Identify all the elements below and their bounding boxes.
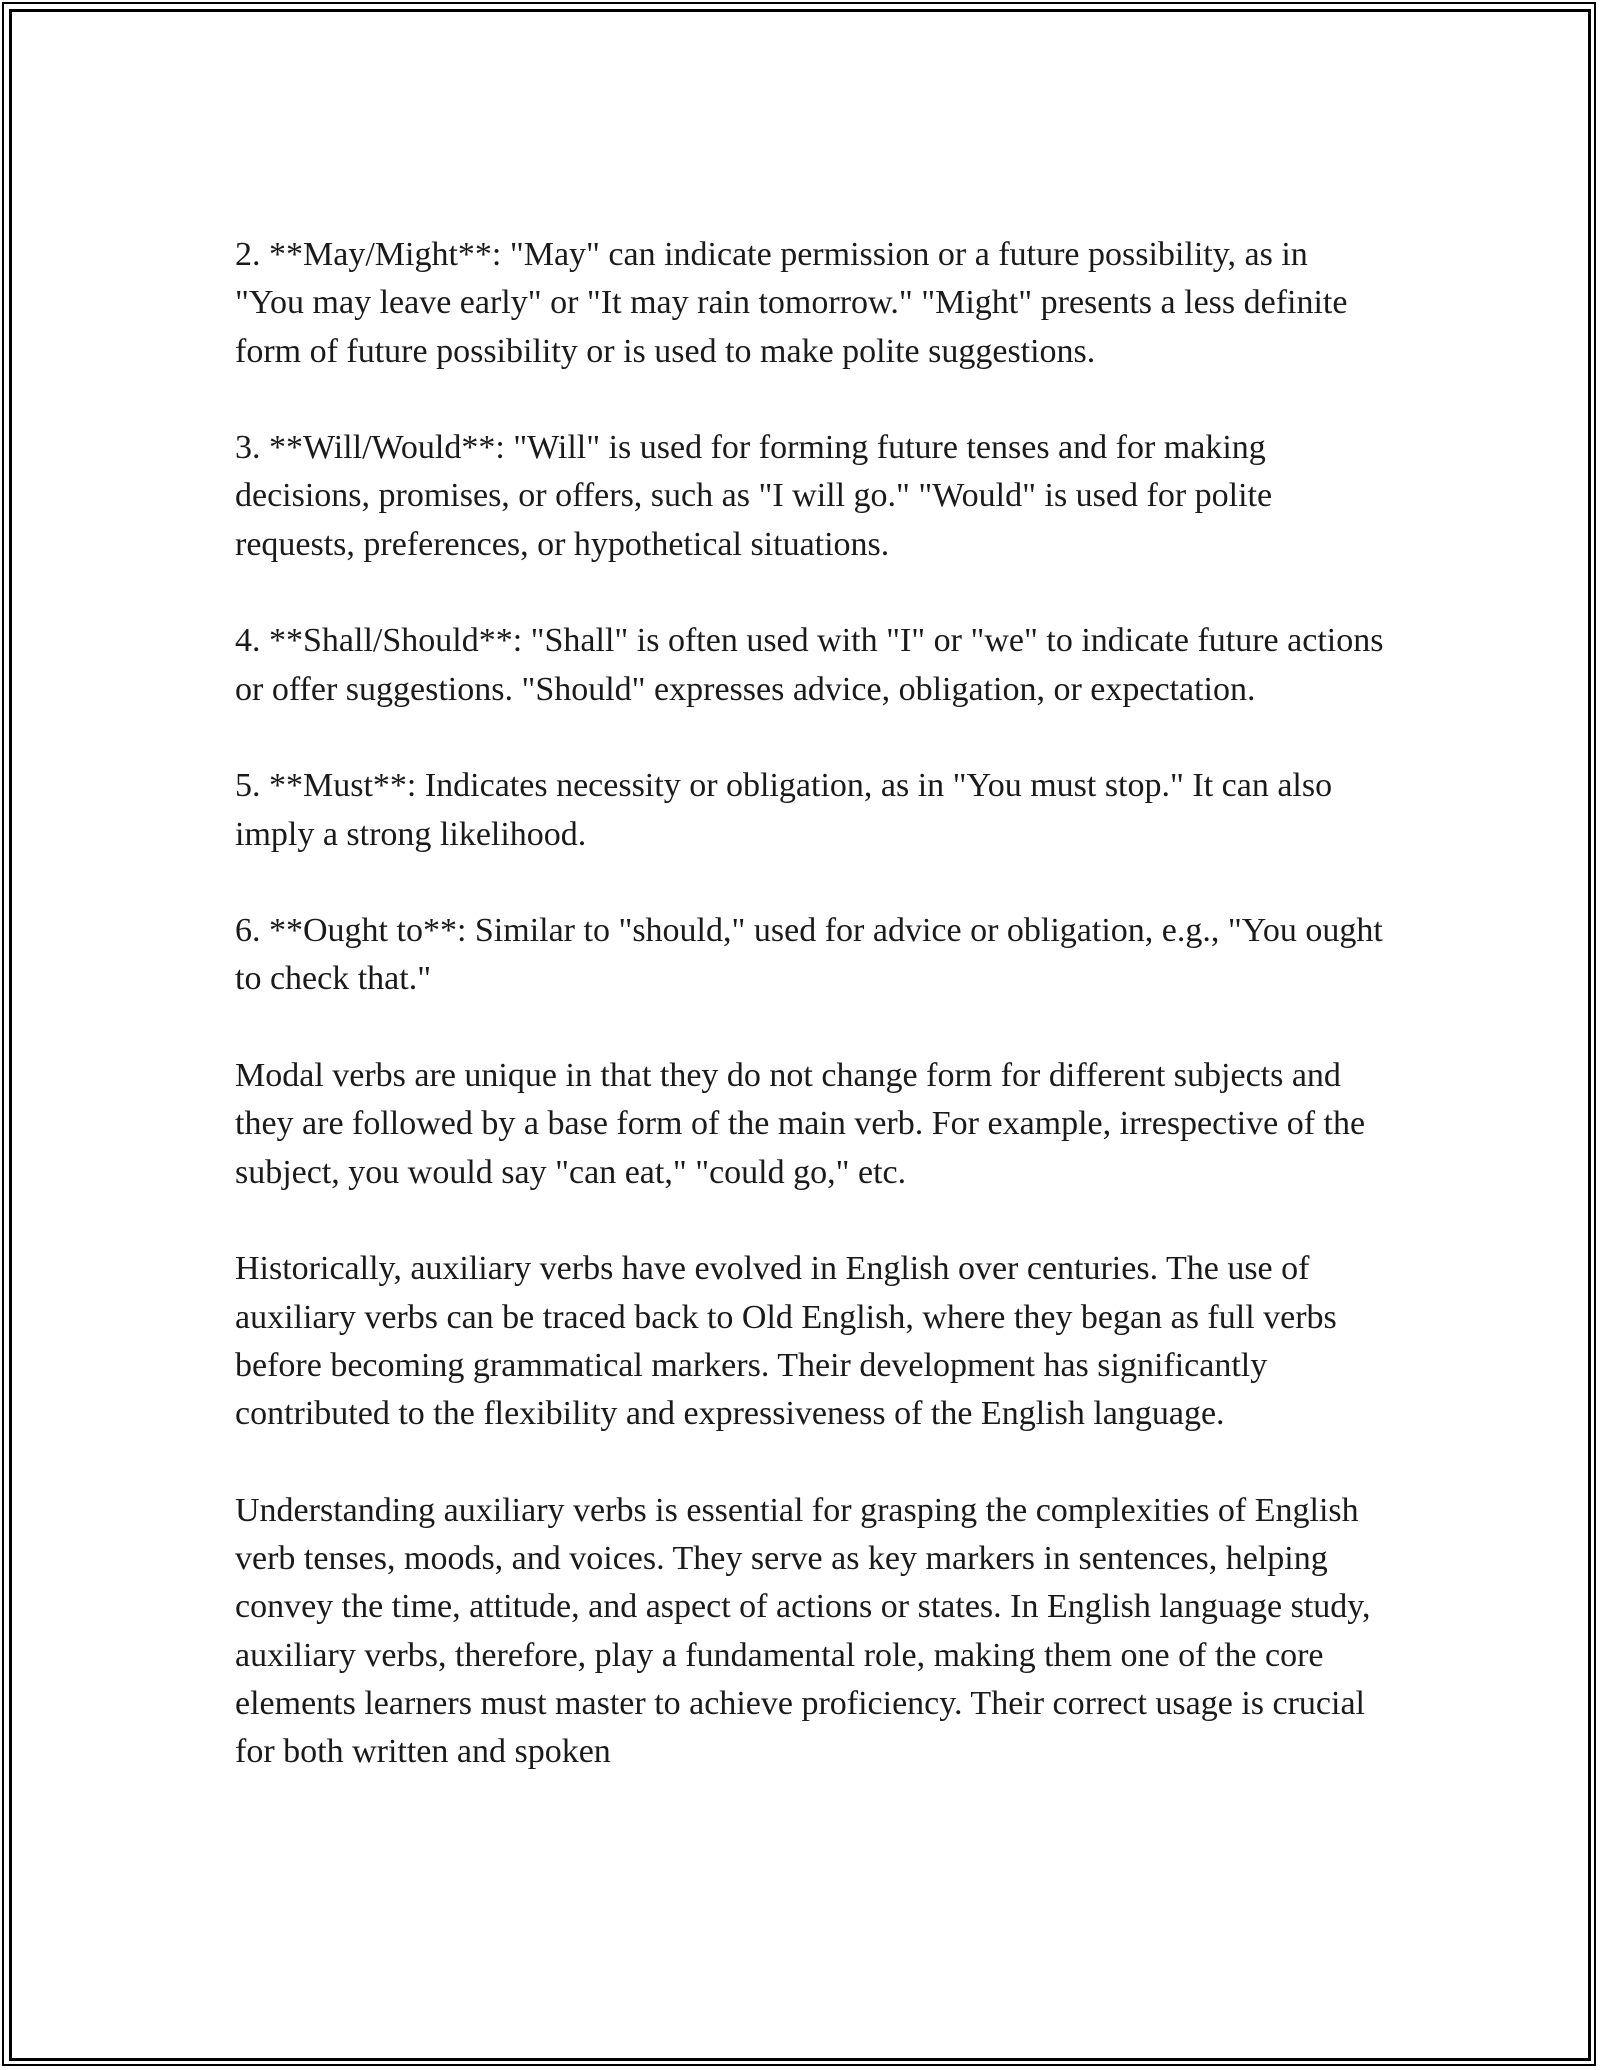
paragraph-understanding: Understanding auxiliary verbs is essential for grasping the complexities of English verb tenses, moods, and voices. They serve as key markers in sentences, helping convey the time, attitude, and aspect of actions or states. In English language study, auxiliary verbs, therefore, play a fundamental role, making them one of the core elements learners must master to achieve proficiency. Their correct usage is crucial for both written and spoken [235, 1491, 1371, 1771]
paragraph-modal-verbs: Modal verbs are unique in that they do not change form for different subjects and they are followed by a base form of the main verb. For example, irrespective of the subject, you would say "can eat," "could go," etc. [235, 1057, 1366, 1191]
paragraph-will-would: 3. **Will/Would**: "Will" is used for forming future tenses and for making decisions, promises, or offers, such as "I will go." "Would" is used for polite requests, preferences, or hypothetical situations. [235, 429, 1273, 563]
paragraph-history: Historically, auxiliary verbs have evolved in English over centuries. The use of auxiliary verbs can be traced back to Old English, where they began as full verbs before becoming grammatical markers. Their development has significantly contributed to the flexibility and expressiveness of the English language. [235, 1250, 1337, 1433]
paragraph-must: 5. **Must**: Indicates necessity or obligation, as in "You must stop." It can also imply a strong likelihood. [235, 767, 1333, 853]
document-body [235, 231, 1385, 1825]
paragraph-ought-to: 6. **Ought to**: Similar to "should," used for advice or obligation, e.g., "You ought to check that." [235, 912, 1383, 998]
paragraph-may-might: 2. **May/Might**: "May" can indicate permission or a future possibility, as in "You may leave early" or "It may rain tomorrow." "Might" presents a less definite form of future possibility or is used to make polite suggestions. [235, 236, 1348, 370]
paragraph-shall-should: 4. **Shall/Should**: "Shall" is often used with "I" or "we" to indicate future actions or offer suggestions. "Should" expresses advice, obligation, or expectation. [235, 622, 1384, 708]
